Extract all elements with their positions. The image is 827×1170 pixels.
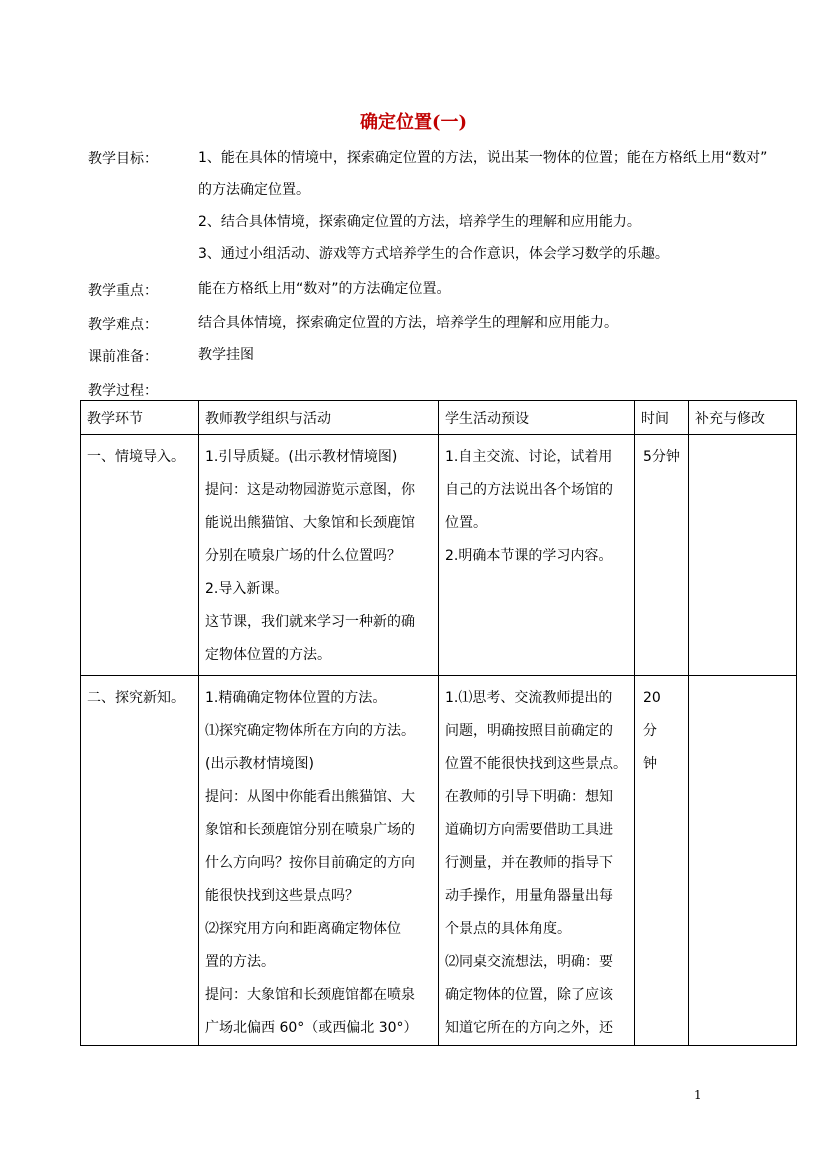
key-point-label: 教学重点： (88, 283, 158, 299)
teacher-line: 2.导入新课。 (205, 581, 289, 597)
table-header-row (81, 401, 797, 435)
header-teacher: 教师教学组织与活动 (199, 401, 439, 435)
teacher-line: 置的方法。 (205, 954, 275, 970)
teacher-line: 定物体位置的方法。 (205, 647, 331, 663)
notes-cell (689, 676, 797, 1046)
teacher-cell (199, 676, 439, 1046)
teacher-line: 能很快找到这些景点吗？ (205, 888, 359, 904)
time-line: 20 分 (643, 690, 675, 739)
student-line: 个景点的具体角度。 (445, 921, 571, 937)
page-title: 确定位置(一) (359, 112, 468, 133)
header-time: 时间 (635, 401, 689, 435)
stage-text: 二、探究新知。 (87, 690, 185, 706)
student-line: 行测量，并在教师的指导下 (445, 855, 613, 871)
student-line: 1.⑴思考、交流教师提出的 (445, 690, 613, 706)
teacher-line: 什么方向吗？按你目前确定的方向 (205, 855, 415, 871)
header-notes: 补充与修改 (689, 401, 797, 435)
student-line: 位置不能很快找到这些景点。 (445, 756, 627, 772)
student-line: 动手操作，用量角器量出每 (445, 888, 613, 904)
goal-line: 2、结合具体情境，探索确定位置的方法，培养学生的理解和应用能力。 (198, 214, 641, 230)
difficulty-label: 教学难点： (88, 317, 158, 333)
teacher-line: 提问：这是动物园游览示意图，你 (205, 482, 415, 498)
teacher-line: 广场北偏西 60°（或西偏北 30°） (205, 1020, 418, 1036)
student-line: 位置。 (445, 515, 487, 531)
student-line: 道确切方向需要借助工具进 (445, 822, 613, 838)
stage-cell (81, 676, 199, 1046)
teacher-line: (出示教材情境图) (205, 756, 314, 772)
notes-cell (689, 435, 797, 676)
time-cell (635, 676, 689, 1046)
student-cell (439, 676, 635, 1046)
teacher-line: ⑵探究用方向和距离确定物体位 (205, 921, 401, 937)
teacher-line: 分别在喷泉广场的什么位置吗？ (205, 548, 401, 564)
time-cell (635, 435, 689, 676)
student-line: 自己的方法说出各个场馆的 (445, 482, 613, 498)
student-line: 问题，明确按照目前确定的 (445, 723, 613, 739)
teacher-line: 这节课，我们就来学习一种新的确 (205, 614, 415, 630)
table-row (81, 435, 797, 676)
teacher-line: 象馆和长颈鹿馆分别在喷泉广场的 (205, 822, 415, 838)
difficulty-text: 结合具体情境，探索确定位置的方法，培养学生的理解和应用能力。 (198, 315, 618, 331)
teacher-line: 1.精确确定物体位置的方法。 (205, 690, 387, 706)
key-point-text: 能在方格纸上用“数对”的方法确定位置。 (198, 281, 451, 297)
lesson-table (80, 400, 797, 1046)
time-line: 5分钟 (643, 449, 680, 465)
student-line: 知道它所在的方向之外，还 (445, 1020, 613, 1036)
student-line: ⑵同桌交流想法，明确：要 (445, 954, 613, 970)
preparation-text: 教学挂图 (198, 347, 254, 363)
goal-line: 3、通过小组活动、游戏等方式培养学生的合作意识，体会学习数学的乐趣。 (198, 246, 669, 262)
student-cell (439, 435, 635, 676)
time-line: 钟 (643, 756, 657, 772)
table-row (81, 676, 797, 1046)
teacher-line: 1.引导质疑。(出示教材情境图) (205, 449, 398, 465)
student-line: 在教师的引导下明确：想知 (445, 789, 613, 805)
stage-cell (81, 435, 199, 676)
teacher-line: 提问：大象馆和长颈鹿馆都在喷泉 (205, 987, 415, 1003)
header-stage: 教学环节 (81, 401, 199, 435)
stage-text: 一、情境导入。 (87, 449, 185, 465)
preparation-label: 课前准备： (88, 349, 158, 365)
process-label: 教学过程： (88, 383, 158, 399)
student-line: 2.明确本节课的学习内容。 (445, 548, 613, 564)
goals-text (198, 142, 797, 270)
goals-label: 教学目标： (88, 151, 158, 167)
header-student: 学生活动预设 (439, 401, 635, 435)
teacher-line: ⑴探究确定物体所在方向的方法。 (205, 723, 415, 739)
teacher-line: 能说出熊猫馆、大象馆和长颈鹿馆 (205, 515, 415, 531)
teacher-cell (199, 435, 439, 676)
goal-line: 1、能在具体的情境中，探索确定位置的方法，说出某一物体的位置；能在方格纸上用“数对” (198, 150, 768, 166)
goal-line: 的方法确定位置。 (198, 182, 310, 198)
page-number: 1 (694, 1088, 702, 1102)
student-line: 1.自主交流、讨论，试着用 (445, 449, 613, 465)
student-line: 确定物体的位置，除了应该 (445, 987, 613, 1003)
teacher-line: 提问：从图中你能看出熊猫馆、大 (205, 789, 415, 805)
